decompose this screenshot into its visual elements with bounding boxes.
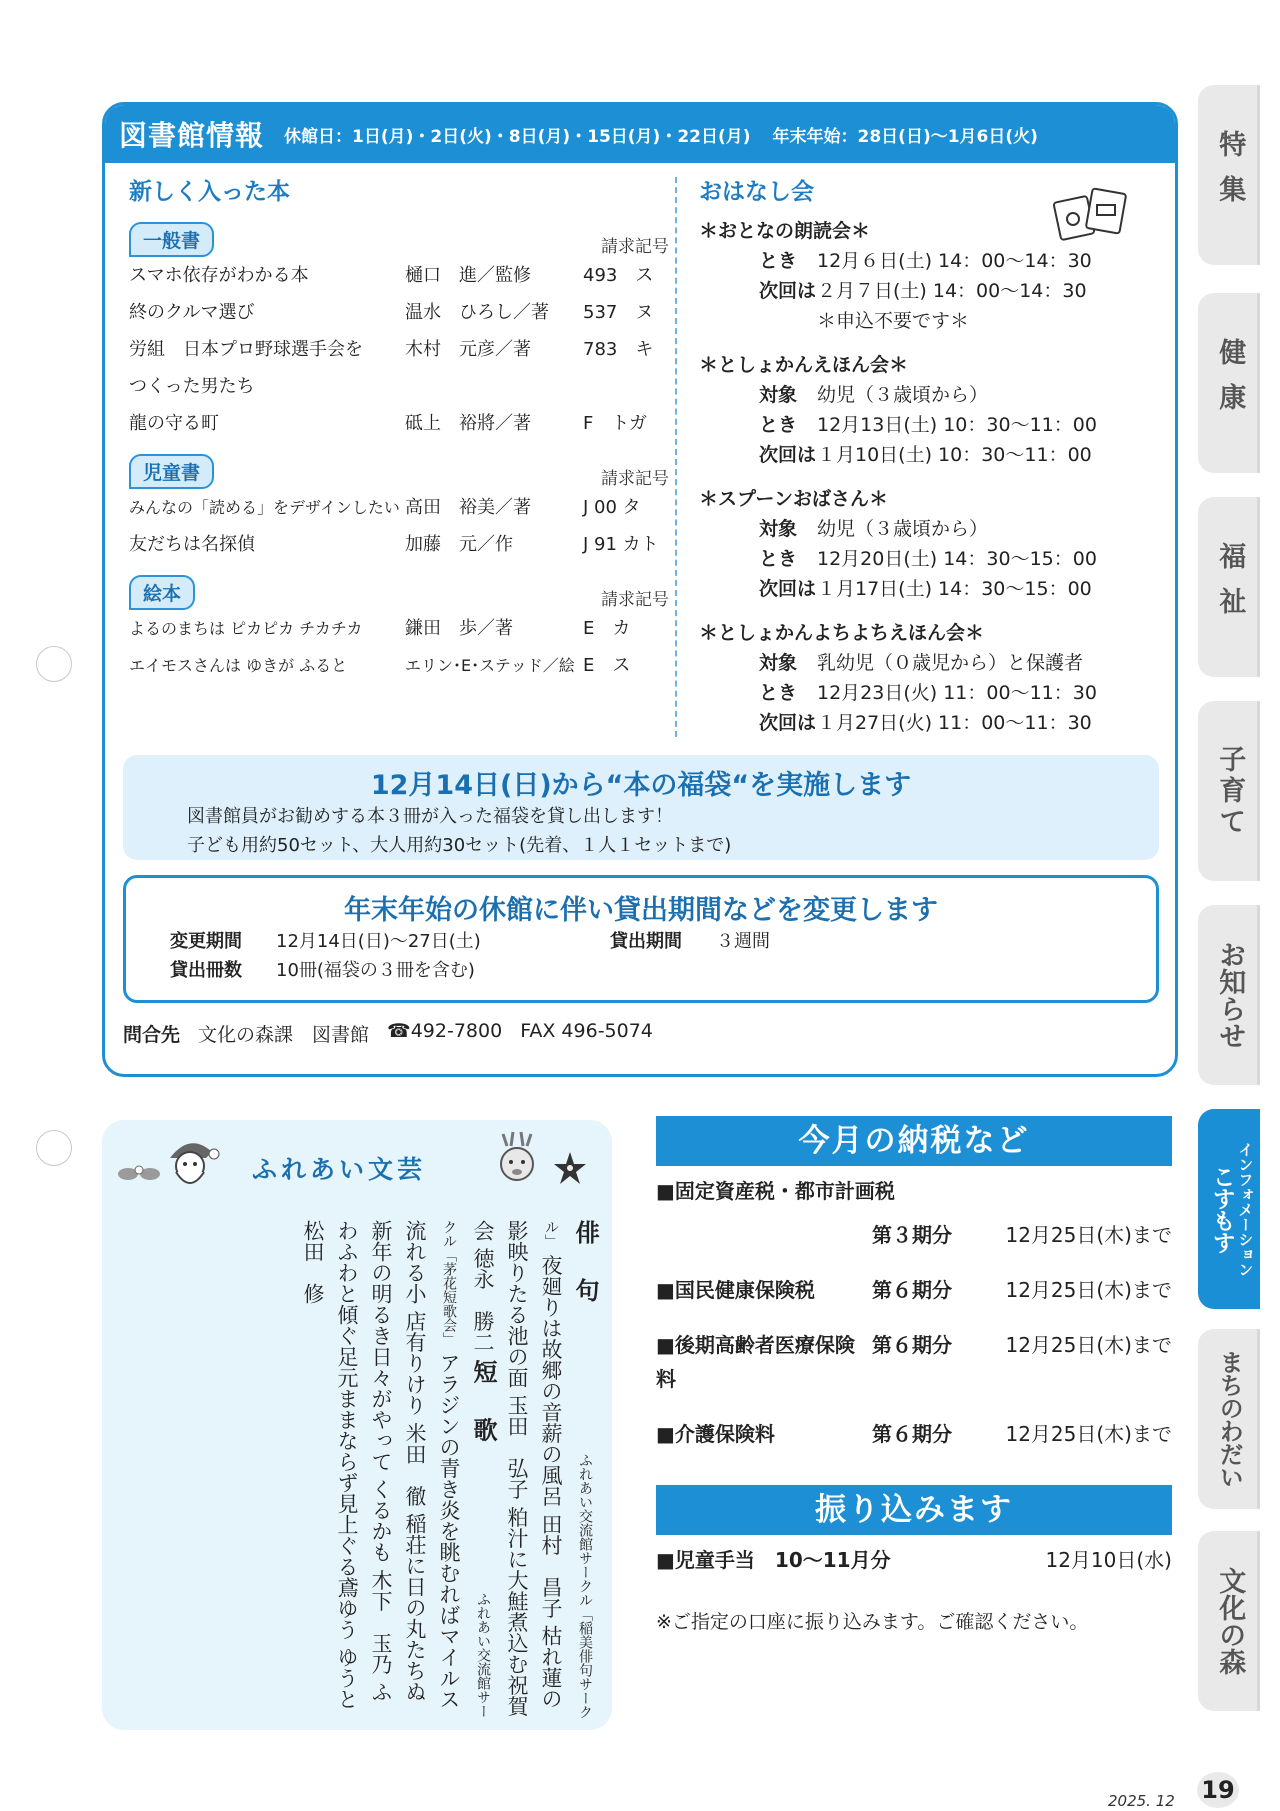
library-title: 図書館情報: [119, 119, 265, 152]
tab-label: 特集: [1214, 130, 1246, 220]
tax-period: 第６期分: [872, 1333, 952, 1357]
book-title: エイモスさんは ゆきが ふると: [129, 656, 348, 675]
book-row: [129, 526, 669, 563]
tax-heading: 今月の納税など: [656, 1116, 1172, 1166]
fukubukuro-line: 図書館員がお勧めする本３冊が入った福袋を貸し出します！: [187, 806, 673, 827]
holly-icon: [118, 1160, 160, 1188]
event-text: 12月20日(土) 14：30～15：00: [817, 548, 1097, 570]
book-author: 樋口 進／監修: [405, 265, 531, 286]
haiku-text: 粕汁に大鮭煮込む祝賀会: [471, 1220, 529, 1717]
loan-change-row: [126, 956, 1156, 985]
tanka-group: ふれあい交流館サークル「茅花短歌会」: [441, 1220, 491, 1719]
tax-section: [656, 1116, 1172, 1634]
event-label: 対象: [759, 652, 798, 674]
book-call-number: J 00 タ: [583, 497, 641, 518]
tax-due-date: 12月25日(木)まで: [1005, 1278, 1172, 1302]
storytime-heading: おはなし会: [699, 179, 814, 205]
transfer-row: [656, 1543, 1172, 1577]
book-author: 高田 裕美／著: [405, 497, 531, 518]
fureai-title: ふれあい文芸: [252, 1155, 427, 1184]
event-title: ＊スプーンおばさん＊: [699, 488, 889, 510]
event-line: [699, 514, 1159, 544]
haiku-text: 枯れ蓮の影映りたる池の面: [505, 1220, 563, 1710]
category-badge: 絵本: [129, 575, 195, 610]
event-label: 次回は: [759, 712, 817, 734]
book-call-number: 783 キ: [583, 339, 654, 360]
book-row: [129, 294, 669, 331]
book-call-number: 493 ス: [583, 265, 654, 286]
tanka-author: 米田 徹: [403, 1422, 427, 1507]
event-line: [699, 678, 1159, 708]
tax-row: [656, 1417, 1172, 1451]
new-books-column: [129, 173, 669, 690]
closed-days: 休館日：1日(月)・2日(火)・8日(月)・15日(月)・22日(月): [284, 126, 751, 147]
transfer-date: 12月10日(水): [1045, 1548, 1172, 1572]
event-label: とき: [759, 548, 798, 570]
book-title: 友だちは名探偵: [129, 534, 255, 555]
event-label: とき: [759, 250, 798, 272]
event-label: 対象: [759, 518, 798, 540]
contact-dept: 文化の森課 図書館: [198, 1024, 370, 1046]
event-text: 12月13日(土) 10：30～11：00: [817, 414, 1097, 436]
loan-count-label: 貸出冊数: [170, 960, 242, 981]
book-category: [129, 448, 669, 563]
event-label: 次回は: [759, 444, 817, 466]
tax-due-date: 12月25日(木)まで: [1005, 1422, 1172, 1446]
tab-kenko[interactable]: [1198, 293, 1260, 473]
call-number-label: 請求記号: [601, 237, 669, 257]
loan-period-label: 貸出期間: [610, 931, 682, 952]
picture-book-icon: [1053, 185, 1129, 241]
book-title: 労組 日本プロ野球選手会を: [129, 339, 363, 360]
tanka-line: くるかも: [369, 1478, 393, 1563]
tab-label: まちのわだい: [1215, 1350, 1244, 1488]
fureai-bungei-box: [102, 1120, 612, 1730]
book-author: 加藤 元／作: [405, 534, 513, 555]
fureai-poems: [122, 1220, 602, 1720]
haiku-heading: 俳句: [571, 1220, 599, 1336]
haiku-author: 玉田 弘子: [505, 1394, 529, 1500]
issue-date: 2025. 12: [1108, 1792, 1175, 1810]
book-author: エリン･E･ステッド／絵: [405, 656, 575, 675]
tab-fukushi[interactable]: [1198, 497, 1260, 677]
book-row: [129, 647, 669, 684]
tax-name: ■ 介護保険料: [656, 1417, 872, 1451]
transfer-item: ■ 児童手当 10～11月分: [656, 1543, 891, 1577]
event-line: [699, 574, 1159, 604]
book-row: [129, 610, 669, 647]
punch-hole: [36, 1130, 72, 1166]
tanka-line: ゆうと: [335, 1646, 359, 1710]
book-title: 龍の守る町: [129, 413, 219, 434]
fukubukuro-title: 12月14日(日)から“本の福袋“を実施します: [370, 770, 912, 801]
tab-label: お知らせ: [1214, 941, 1246, 1049]
event-title: ＊としょかんよちよちえほん会＊: [699, 622, 985, 644]
event-line: [699, 276, 1159, 306]
storytime-event: [699, 618, 1159, 738]
event-text: 乳幼児（０歳児から）と保護者: [817, 652, 1084, 674]
book-row: [129, 257, 669, 294]
column-divider: [675, 177, 677, 737]
library-header: [105, 105, 1175, 163]
poinsettia-icon: [552, 1150, 588, 1186]
event-line: [699, 306, 1159, 336]
book-title: つくった男たち: [129, 376, 255, 397]
change-period-label: 変更期間: [170, 931, 242, 952]
contact-label: 問合先: [123, 1024, 181, 1046]
haiku-group: ふれあい交流館サークル「稲美俳句サークル」: [543, 1220, 593, 1719]
change-period-value: 12月14日(日)～27日(土): [276, 931, 481, 952]
event-text: １月27日(火) 11：00～11：30: [817, 712, 1092, 734]
tab-label: 文化の森: [1214, 1567, 1246, 1675]
tab-tokushu[interactable]: [1198, 85, 1260, 265]
tab-label: 福祉: [1214, 542, 1246, 632]
haiku-author: 徳永 勝二: [471, 1247, 495, 1353]
tax-due-date: 12月25日(木)まで: [1005, 1333, 1172, 1357]
tanka-line: ふわふわと傾ぐ足元ままならず見上ぐる鳶ゆう: [335, 1220, 393, 1703]
book-call-number: F トガ: [583, 413, 647, 434]
event-label: とき: [759, 414, 798, 436]
event-line: [699, 648, 1159, 678]
santa-icon: [160, 1132, 220, 1192]
event-line: [699, 440, 1159, 470]
book-row: [129, 368, 669, 405]
book-row: [129, 331, 669, 368]
event-label: 次回は: [759, 578, 817, 600]
book-category: [129, 216, 669, 442]
event-text: １月17日(土) 14：30～15：00: [817, 578, 1092, 600]
event-title: ＊おとなの朗読会＊: [699, 220, 871, 242]
transfer-note: ※ご指定の口座に振り込みます。ご確認ください。: [656, 1611, 1089, 1633]
storytime-event: [699, 484, 1159, 604]
tax-period: 第６期分: [872, 1278, 952, 1302]
book-author: 鎌田 歩／著: [405, 618, 513, 639]
book-title: よるのまちは ピカピカ チカチカ: [129, 619, 363, 638]
loan-count-value: 10冊(福袋の３冊を含む): [276, 960, 475, 981]
tab-kosodate[interactable]: [1198, 701, 1260, 881]
tax-row: [656, 1174, 1172, 1208]
event-line: [699, 708, 1159, 738]
event-label: 対象: [759, 384, 798, 406]
tax-list: [656, 1174, 1172, 1451]
category-badge: 児童書: [129, 454, 214, 489]
year-end-closure: 年末年始：28日(日)～1月6日(火): [772, 126, 1038, 147]
tab-label: 子育て: [1214, 744, 1246, 838]
tab-cosmos-info[interactable]: [1198, 1109, 1260, 1309]
book-row: [129, 489, 669, 526]
library-contact: [123, 1020, 653, 1047]
tanka-author: 松田 修: [301, 1220, 325, 1304]
book-author: 温水 ひろし／著: [405, 302, 549, 323]
fukubukuro-line: 子ども用約50セット、大人用約30セット(先着、１人１セットまで): [187, 835, 732, 856]
tanka-line: 店有りけり: [403, 1310, 427, 1416]
tax-row: [656, 1218, 1172, 1252]
haiku-author: 田村 昌子: [539, 1513, 563, 1619]
call-number-label: 請求記号: [601, 590, 669, 610]
tab-label: こすもす: [1208, 1165, 1235, 1253]
library-info-box: [102, 102, 1178, 1077]
tax-due-date: 12月25日(木)まで: [1005, 1223, 1172, 1247]
storytime-column: [699, 173, 1159, 752]
loan-change-row: [126, 927, 1156, 956]
transfer-heading: 振り込みます: [656, 1485, 1172, 1535]
category-badge: 一般書: [129, 222, 214, 257]
event-label: とき: [759, 682, 798, 704]
event-text: ＊申込不要です＊: [817, 310, 970, 332]
tab-sublabel: インフォメーション: [1236, 1141, 1255, 1277]
tanka-line: 稲荘に日の丸たちぬ新年の明るき日々がやって: [369, 1220, 427, 1703]
event-text: 幼児（３歳頃から）: [817, 384, 989, 406]
new-books-heading: 新しく入った本: [129, 179, 290, 205]
book-row: [129, 405, 669, 442]
tax-row: [656, 1273, 1172, 1307]
book-call-number: E ス: [583, 655, 631, 676]
book-title: 終のクルマ選び: [129, 302, 255, 323]
tax-name: ■ 国民健康保険税: [656, 1273, 872, 1307]
tanka-line: アラジンの青き炎を眺むればマイルス流れる小: [403, 1220, 461, 1710]
storytime-event: [699, 350, 1159, 470]
book-category: [129, 569, 669, 684]
book-author: 砥上 裕將／著: [405, 413, 531, 434]
book-call-number: E カ: [583, 618, 631, 639]
event-text: ２月７日(土) 14：00～14：30: [817, 280, 1087, 302]
event-label: 次回は: [759, 280, 817, 302]
page-number: 19: [1197, 1772, 1239, 1808]
tax-period: 第６期分: [872, 1422, 952, 1446]
tax-row: [656, 1328, 1172, 1396]
event-line: [699, 410, 1159, 440]
event-text: 12月６日(土) 14：00～14：30: [817, 250, 1092, 272]
reindeer-icon: [487, 1128, 547, 1188]
loan-period-value: ３週間: [716, 931, 770, 952]
tanka-author: 木下 玉乃: [369, 1569, 393, 1675]
book-author: 木村 元彦／著: [405, 339, 531, 360]
loan-change-title: 年末年始の休館に伴い貸出期間などを変更します: [344, 895, 938, 926]
haiku-text: 夜廻りは故郷の音薪の風呂: [539, 1254, 563, 1507]
event-text: 12月23日(火) 11：00～11：30: [817, 682, 1097, 704]
fukubukuro-notice: [123, 755, 1159, 860]
punch-hole: [36, 646, 72, 682]
event-title: ＊としょかんえほん会＊: [699, 354, 909, 376]
contact-fax: FAX 496-5074: [520, 1020, 653, 1042]
book-call-number: J 91 カト: [583, 534, 659, 555]
tanka-heading: 短歌: [469, 1359, 497, 1476]
event-text: １月10日(土) 10：30～11：00: [817, 444, 1092, 466]
loan-change-notice: [123, 875, 1159, 1003]
book-call-number: 537 ヌ: [583, 302, 654, 323]
tax-name: ■ 後期高齢者医療保険料: [656, 1328, 872, 1396]
tax-name: ■ 固定資産税・都市計画税: [656, 1174, 895, 1208]
tab-machi-no-wadai[interactable]: [1198, 1329, 1260, 1509]
call-number-label: 請求記号: [601, 469, 669, 489]
event-line: [699, 246, 1159, 276]
tab-label: 健康: [1214, 338, 1246, 428]
event-line: [699, 380, 1159, 410]
tax-period: 第３期分: [872, 1223, 952, 1247]
tab-oshirase[interactable]: [1198, 905, 1260, 1085]
book-title: スマホ依存がわかる本: [129, 265, 309, 286]
event-text: 幼児（３歳頃から）: [817, 518, 989, 540]
contact-tel: ☎492-7800: [387, 1020, 503, 1042]
book-title: みんなの「読める」をデザインしたい: [129, 498, 400, 517]
tab-bunka-no-mori[interactable]: [1198, 1531, 1260, 1711]
event-line: [699, 544, 1159, 574]
